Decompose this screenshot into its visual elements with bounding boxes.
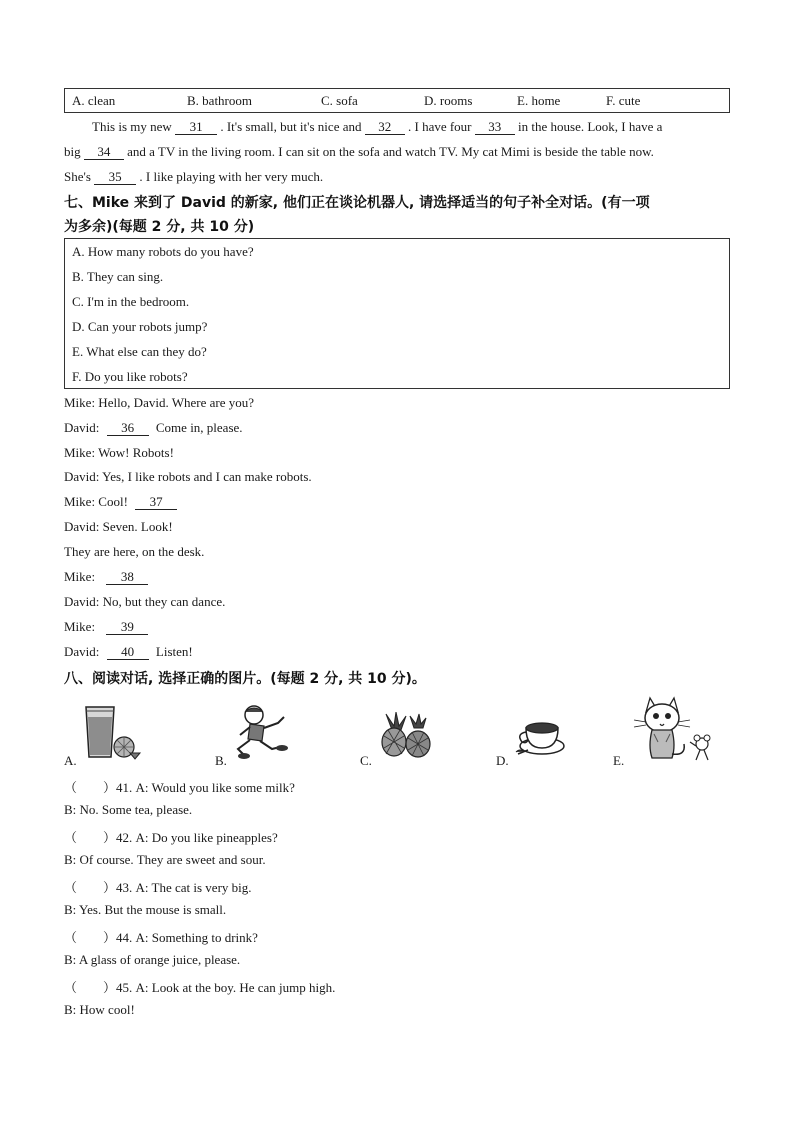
- sentence-option-e: E. What else can they do?: [72, 344, 207, 359]
- speaker-label: Mike:: [64, 619, 96, 634]
- dialogue-line: David: No, but they can dance.: [64, 594, 226, 609]
- passage-text: She's: [64, 169, 91, 184]
- word-option-f: F. cute: [606, 93, 641, 108]
- answer-43: B: Yes. But the mouse is small.: [64, 902, 227, 917]
- section-8-title: 八、阅读对话, 选择正确的图片。(每题 2 分, 共 10 分)。: [64, 671, 426, 687]
- section-7-title-line-1: 七、Mike 来到了 David 的新家, 他们正在谈论机器人, 请选择适当的句子补全对话。(有一项: [64, 195, 650, 211]
- dialogue-line: Mike: Wow! Robots!: [64, 445, 174, 460]
- blank-35: 35: [94, 170, 136, 185]
- speaker-label: Mike:: [64, 569, 96, 584]
- sentence-option-c: C. I'm in the bedroom.: [72, 294, 190, 309]
- sentence-options-box: [64, 238, 730, 389]
- dialogue-text: Mike: Cool!: [64, 494, 128, 509]
- word-option-d: D. rooms: [424, 93, 473, 108]
- picture-label-b: B.: [215, 753, 227, 768]
- blank-34: 34: [84, 145, 124, 160]
- blank-39: 39: [106, 620, 148, 635]
- question-44: （ ）44. A: Something to drink?: [64, 930, 258, 945]
- blank-32: 32: [365, 120, 405, 135]
- passage-text: This is my new: [92, 119, 172, 134]
- dialogue-line: Mike: Hello, David. Where are you?: [64, 395, 254, 410]
- sentence-option-a: A. How many robots do you have?: [72, 244, 254, 259]
- word-option-c: C. sofa: [321, 93, 358, 108]
- blank-33: 33: [475, 120, 515, 135]
- speaker-label: David:: [64, 644, 100, 659]
- dialogue-line: [64, 420, 243, 436]
- dialogue-text: Come in, please.: [155, 420, 243, 435]
- passage-line-1: [92, 119, 662, 135]
- answer-45: B: How cool!: [64, 1002, 135, 1017]
- blank-36: 36: [107, 421, 149, 436]
- answer-41: B: No. Some tea, please.: [64, 802, 193, 817]
- picture-label-a: A.: [64, 753, 77, 768]
- passage-line-3: [64, 169, 323, 185]
- speaker-label: David:: [64, 420, 100, 435]
- sentence-option-b: B. They can sing.: [72, 269, 164, 284]
- orange-juice-icon: [80, 703, 142, 761]
- answer-44: B: A glass of orange juice, please.: [64, 952, 241, 967]
- blank-40: 40: [107, 645, 149, 660]
- dialogue-line: [64, 619, 148, 635]
- word-option-e: E. home: [517, 93, 561, 108]
- question-43: （ ）43. A: The cat is very big.: [64, 880, 252, 895]
- passage-text: . I like playing with her very much.: [139, 169, 324, 184]
- passage-text: . It's small, but it's nice and: [220, 119, 362, 134]
- dialogue-text: Listen!: [155, 644, 193, 659]
- question-45: （ ）45. A: Look at the boy. He can jump high.: [64, 980, 336, 995]
- jumping-boy-icon: [232, 703, 292, 761]
- word-option-a: A. clean: [72, 93, 116, 108]
- tea-cup-icon: [514, 716, 566, 758]
- word-option-b: B. bathroom: [187, 93, 252, 108]
- dialogue-line: [64, 569, 148, 585]
- pineapple-icon: [378, 712, 434, 758]
- answer-42: B: Of course. They are sweet and sour.: [64, 852, 266, 867]
- dialogue-line: They are here, on the desk.: [64, 544, 205, 559]
- passage-text: big: [64, 144, 81, 159]
- cat-and-mouse-icon: [630, 694, 720, 764]
- passage-text: in the house. Look, I have a: [518, 119, 663, 134]
- blank-37: 37: [135, 495, 177, 510]
- passage-text: and a TV in the living room. I can sit on the sofa and watch TV. My cat Mimi is beside the table now.: [127, 144, 654, 159]
- passage-text: . I have four: [407, 119, 472, 134]
- picture-label-c: C.: [360, 753, 372, 768]
- picture-label-e: E.: [613, 753, 625, 768]
- blank-31: 31: [175, 120, 217, 135]
- dialogue-line: David: Yes, I like robots and I can make robots.: [64, 469, 312, 484]
- blank-38: 38: [106, 570, 148, 585]
- dialogue-line: David: Seven. Look!: [64, 519, 173, 534]
- sentence-option-f: F. Do you like robots?: [72, 369, 188, 384]
- sentence-option-d: D. Can your robots jump?: [72, 319, 208, 334]
- dialogue-line: [64, 494, 177, 510]
- question-42: （ ）42. A: Do you like pineapples?: [64, 830, 278, 845]
- section-7-title-line-2: 为多余)(每题 2 分, 共 10 分): [64, 219, 255, 235]
- picture-label-d: D.: [496, 753, 509, 768]
- question-41: （ ）41. A: Would you like some milk?: [64, 780, 295, 795]
- dialogue-line: [64, 644, 193, 660]
- passage-line-2: [64, 144, 654, 160]
